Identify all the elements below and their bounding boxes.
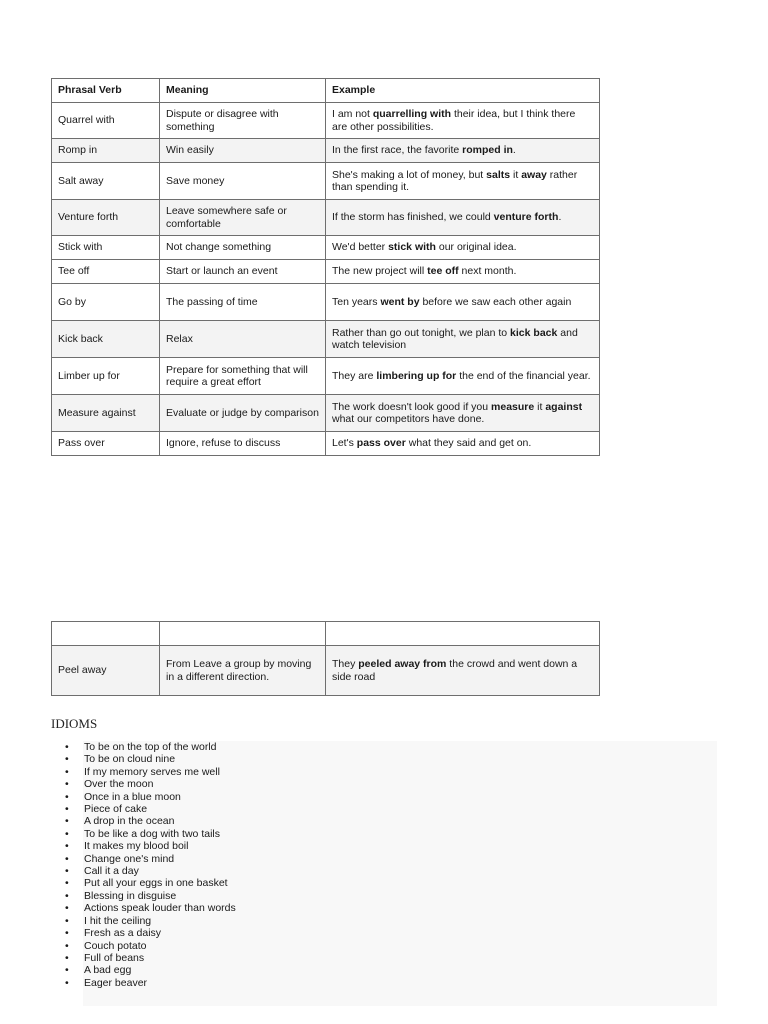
bullet-icon: • <box>65 902 69 915</box>
bullet-icon: • <box>65 914 69 927</box>
verb-cell: Peel away <box>52 646 160 696</box>
verb-cell: Pass over <box>52 432 160 456</box>
header-example: Example <box>326 79 600 103</box>
table-row <box>52 163 600 200</box>
example-text: . <box>558 211 562 224</box>
idiom-text: It makes my blood boil <box>84 840 189 853</box>
example-highlight: kick back <box>510 326 558 339</box>
meaning-cell: Evaluate or judge by comparison <box>160 395 326 432</box>
idiom-item <box>65 778 236 790</box>
meaning-cell: Prepare for something that will require a great effort <box>160 358 326 395</box>
example-cell <box>326 358 600 395</box>
idiom-text: Full of beans <box>84 951 145 964</box>
idiom-item <box>65 840 236 852</box>
bullet-icon: • <box>65 877 69 890</box>
meaning-cell: Relax <box>160 321 326 358</box>
empty-cell <box>52 622 160 646</box>
meaning-cell: The passing of time <box>160 284 326 321</box>
example-cell <box>326 284 600 321</box>
example-text: and watch television <box>332 326 578 351</box>
phrasal-verbs-table <box>51 78 600 456</box>
idiom-text: Fresh as a daisy <box>84 927 162 940</box>
example-text: The work doesn't look good if you <box>332 400 492 413</box>
table-row <box>52 236 600 260</box>
bullet-icon: • <box>65 865 69 878</box>
example-highlight: quarrelling with <box>372 108 452 120</box>
example-highlight: tee off <box>427 265 459 278</box>
table-row <box>52 646 600 696</box>
idiom-text: Piece of cake <box>84 803 148 816</box>
idiom-text: To be on cloud nine <box>84 753 176 766</box>
example-highlight: against <box>545 400 583 413</box>
idiom-text: Put all your eggs in one basket <box>84 877 228 890</box>
idiom-text: If my memory serves me well <box>84 765 220 778</box>
idiom-text: Couch potato <box>84 939 147 952</box>
bullet-icon: • <box>65 889 69 902</box>
phrasal-verbs-table-continued <box>51 621 600 696</box>
table-row <box>52 200 600 236</box>
table-row <box>52 139 600 163</box>
example-highlight: stick with <box>388 241 436 254</box>
idiom-item <box>65 902 236 914</box>
header-meaning: Meaning <box>160 79 326 103</box>
example-text: our original idea. <box>435 241 517 254</box>
verb-cell: Stick with <box>52 236 160 260</box>
empty-cell <box>326 622 600 646</box>
idiom-item <box>65 877 236 889</box>
example-highlight: measure <box>491 400 535 413</box>
verb-cell: Salt away <box>52 163 160 200</box>
example-cell <box>326 321 600 358</box>
bullet-icon: • <box>65 741 69 753</box>
example-text: . <box>512 144 516 157</box>
empty-cell <box>160 622 326 646</box>
example-highlight: away <box>521 168 547 181</box>
meaning-cell: Dispute or disagree with something <box>160 103 326 139</box>
idiom-item <box>65 753 236 765</box>
idiom-text: Call it a day <box>84 865 139 878</box>
table-row <box>52 358 600 395</box>
bullet-icon: • <box>65 939 69 952</box>
bullet-icon: • <box>65 803 69 816</box>
idiom-item <box>65 828 236 840</box>
example-highlight: went by <box>380 295 420 308</box>
meaning-cell: Start or launch an event <box>160 260 326 284</box>
bullet-icon: • <box>65 765 69 778</box>
example-text: rather than spending it. <box>332 168 578 193</box>
bullet-icon: • <box>65 790 69 803</box>
table-row <box>52 432 600 456</box>
idiom-text: To be on the top of the world <box>84 741 217 753</box>
bullet-icon: • <box>65 840 69 853</box>
example-cell <box>326 200 600 236</box>
example-highlight: salts <box>486 168 511 181</box>
table-row <box>52 260 600 284</box>
idiom-item <box>65 952 236 964</box>
example-text: If the storm has finished, we could <box>332 211 494 224</box>
example-text: I am not <box>332 108 373 120</box>
example-highlight: limbering up for <box>376 369 457 382</box>
idiom-text: Once in a blue moon <box>84 790 181 803</box>
idiom-text: Change one's mind <box>84 852 175 865</box>
meaning-cell: Save money <box>160 163 326 200</box>
example-text: Let's <box>332 437 357 450</box>
idiom-item <box>65 766 236 778</box>
example-text: what they said and get on. <box>405 437 532 450</box>
bullet-icon: • <box>65 951 69 964</box>
idiom-item <box>65 940 236 952</box>
example-text: They are <box>332 369 377 382</box>
idiom-text: To be like a dog with two tails <box>84 827 220 840</box>
example-cell <box>326 103 600 139</box>
example-highlight: pass over <box>356 437 406 450</box>
verb-cell: Go by <box>52 284 160 321</box>
example-text: Rather than go out tonight, we plan to <box>332 326 511 339</box>
bullet-icon: • <box>65 927 69 940</box>
meaning-cell: Win easily <box>160 139 326 163</box>
example-highlight: romped in <box>462 144 513 157</box>
idiom-text: Eager beaver <box>84 976 148 989</box>
idiom-item <box>65 927 236 939</box>
table-row <box>52 103 600 139</box>
idiom-text: Over the moon <box>84 778 154 791</box>
example-text: their idea, but I think there are other possibilities. <box>332 108 576 133</box>
example-cell <box>326 432 600 456</box>
bullet-icon: • <box>65 827 69 840</box>
table-row <box>52 321 600 358</box>
table-header-row <box>52 79 600 103</box>
idiom-text: Blessing in disguise <box>84 889 177 902</box>
idiom-text: I hit the ceiling <box>84 914 152 927</box>
header-phrasal-verb: Phrasal Verb <box>52 79 160 103</box>
idiom-text: A bad egg <box>84 964 132 977</box>
example-text: next month. <box>458 265 517 278</box>
example-text: The new project will <box>332 265 428 278</box>
table-row <box>52 395 600 432</box>
table-row <box>52 284 600 321</box>
verb-cell: Quarrel with <box>52 103 160 139</box>
example-text: They <box>332 658 359 670</box>
bullet-icon: • <box>65 964 69 977</box>
example-cell <box>326 139 600 163</box>
bullet-icon: • <box>65 815 69 828</box>
idiom-item <box>65 853 236 865</box>
idiom-text: Actions speak louder than words <box>84 902 236 915</box>
example-text: what our competitors have done. <box>332 413 485 425</box>
idiom-item <box>65 741 236 753</box>
verb-cell: Measure against <box>52 395 160 432</box>
idiom-item <box>65 890 236 902</box>
example-text: it <box>510 168 522 181</box>
example-text: She's making a lot of money, but <box>332 168 487 181</box>
example-cell <box>326 163 600 200</box>
example-text: We'd better <box>332 241 389 254</box>
verb-cell: Tee off <box>52 260 160 284</box>
meaning-cell: Ignore, refuse to discuss <box>160 432 326 456</box>
verb-cell: Venture forth <box>52 200 160 236</box>
example-text: it <box>534 400 546 413</box>
idiom-item <box>65 803 236 815</box>
example-highlight: peeled away from <box>358 658 447 670</box>
idiom-item <box>65 815 236 827</box>
example-cell <box>326 236 600 260</box>
example-highlight: venture forth <box>493 211 559 224</box>
example-text: before we saw each other again <box>419 295 572 308</box>
idiom-item <box>65 865 236 877</box>
example-text: Ten years <box>332 295 381 308</box>
meaning-cell: Not change something <box>160 236 326 260</box>
verb-cell: Limber up for <box>52 358 160 395</box>
idioms-list <box>65 741 236 989</box>
bullet-icon: • <box>65 852 69 865</box>
empty-row <box>52 622 600 646</box>
verb-cell: Romp in <box>52 139 160 163</box>
meaning-cell: From Leave a group by moving in a different direction. <box>160 646 326 696</box>
idiom-item <box>65 915 236 927</box>
example-text: the crowd and went down a side road <box>332 658 578 683</box>
idiom-text: A drop in the ocean <box>84 815 175 828</box>
idioms-heading: IDIOMS <box>51 716 98 731</box>
idiom-item <box>65 791 236 803</box>
example-cell <box>326 260 600 284</box>
idiom-item <box>65 964 236 976</box>
example-text: the end of the financial year. <box>456 369 591 382</box>
example-text: In the first race, the favorite <box>332 144 463 157</box>
example-cell <box>326 646 600 696</box>
bullet-icon: • <box>65 753 69 766</box>
idiom-item <box>65 977 236 989</box>
example-cell <box>326 395 600 432</box>
meaning-cell: Leave somewhere safe or comfortable <box>160 200 326 236</box>
bullet-icon: • <box>65 778 69 791</box>
verb-cell: Kick back <box>52 321 160 358</box>
bullet-icon: • <box>65 976 69 989</box>
